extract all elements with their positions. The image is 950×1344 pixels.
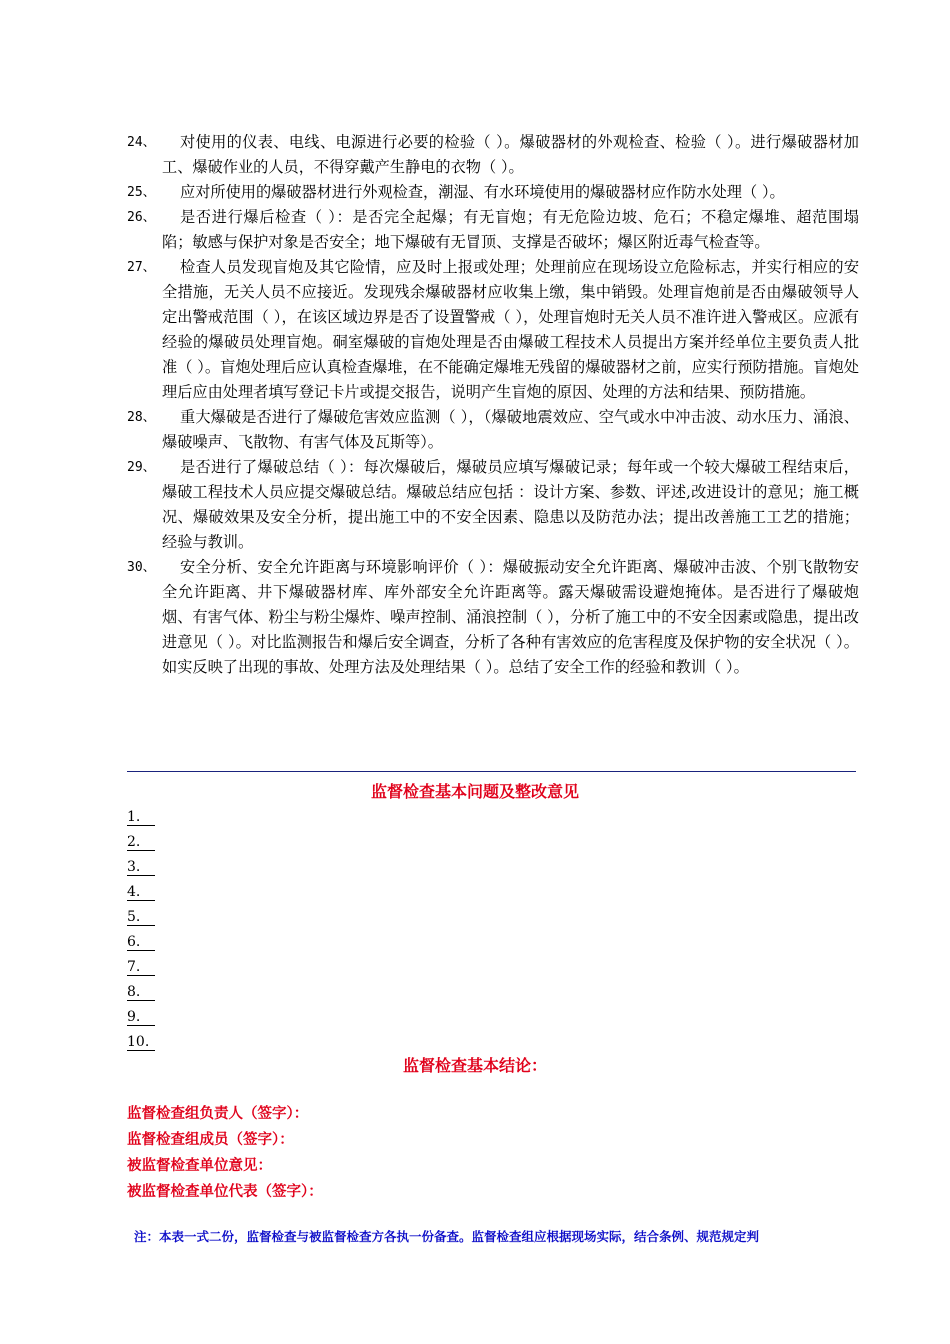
item-text: 是否进行了爆破总结（ ）：每次爆破后，爆破员应填写爆破记录；每年或一个较大爆破工程结束后，爆破工程技术人员应提交爆破总结。爆破总结应包括 ：设计方案、参数、评述,改进设计的意见；施工概况、爆破效果及安全分析，提出施工中的不安全因素、隐患以及防范办法；提出改善施工工艺的措施；经验与教训。 (162, 458, 859, 551)
section-divider (127, 771, 856, 772)
issue-line (127, 905, 155, 930)
item-number: 27、 (127, 260, 156, 275)
signature-block (127, 1101, 323, 1205)
item-number: 24、 (127, 135, 156, 150)
issue-line (127, 980, 155, 1005)
signature-line: 被监督检查单位意见： (127, 1158, 272, 1174)
item-text: 重大爆破是否进行了爆破危害效应监测（ ），（爆破地震效应、空气或水中冲击波、动水压力、涌浪、爆破噪声、飞散物、有害气体及瓦斯等）。 (162, 408, 859, 451)
item-text: 应对所使用的爆破器材进行外观检查，潮湿、有水环境使用的爆破器材应作防水处理（ ）。 (180, 183, 785, 201)
item-number: 26、 (127, 210, 156, 225)
issue-number: 3. (127, 859, 155, 876)
checklist-items (127, 130, 859, 680)
issue-number: 9. (127, 1009, 155, 1026)
checklist-item (127, 555, 859, 680)
issue-number: 8. (127, 984, 155, 1001)
issues-title: 监督检查基本问题及整改意见 (370, 782, 579, 801)
issue-number: 1. (127, 809, 155, 826)
checklist-item (127, 455, 859, 555)
item-number: 25、 (127, 185, 156, 200)
issue-line (127, 955, 155, 980)
signature-line: 监督检查组负责人（签字）： (127, 1106, 309, 1122)
issue-number: 2. (127, 834, 155, 851)
checklist-item (127, 405, 859, 455)
issues-list (127, 805, 155, 1055)
issue-number: 7. (127, 959, 155, 976)
issue-line (127, 930, 155, 955)
issue-line (127, 855, 155, 880)
checklist-item (127, 255, 859, 405)
conclusion-title: 监督检查基本结论： (402, 1056, 547, 1075)
checklist-item (127, 205, 859, 255)
item-text: 对使用的仪表、电线、电源进行必要的检验（ ）。爆破器材的外观检查、检验（ ）。进行爆破器材加工、爆破作业的人员，不得穿戴产生静电的衣物（ ）。 (162, 133, 859, 176)
issue-number: 5. (127, 909, 155, 926)
issue-line (127, 1030, 155, 1055)
item-text: 检查人员发现盲炮及其它险情，应及时上报或处理；处理前应在现场设立危险标志，并实行相应的安全措施，无关人员不应接近。发现残余爆破器材应收集上缴，集中销毁。处理盲炮前是否由爆破领导人定出警戒范围（ ），在该区域边界是否了设置警戒（ ），处理盲炮时无关人员不准许进入警戒区。应派有经验的爆破员处理盲炮。硐室爆破的盲炮处理是否由爆破工程技术人员提出方案并经单位主要负责人批准（ ）。盲炮处理后应认真检查爆堆，在不能确定爆堆无残留的爆破器材之前，应实行预防措施。盲炮处理后应由处理者填写登记卡片或提交报告，说明产生盲炮的原因、处理的方法和结果、预防措施。 (162, 258, 859, 401)
item-text: 是否进行爆后检查（ ）：是否完全起爆；有无盲炮；有无危险边坡、危石；不稳定爆堆、超范围塌陷；敏感与保护对象是否安全；地下爆破有无冒顶、支撑是否破坏；爆区附近毒气检查等。 (162, 208, 859, 251)
issue-line (127, 830, 155, 855)
signature-line: 被监督检查单位代表（签字）： (127, 1184, 323, 1200)
issue-number: 6. (127, 934, 155, 951)
issue-number: 4. (127, 884, 155, 901)
checklist-item (127, 180, 859, 205)
signature-line: 监督检查组成员（签字）： (127, 1132, 294, 1148)
issue-number: 10. (127, 1034, 155, 1051)
checklist-item (127, 130, 859, 180)
item-number: 29、 (127, 460, 156, 475)
issue-line (127, 805, 155, 830)
item-number: 30、 (127, 560, 156, 575)
footer-note: 注：本表一式二份，监督检查与被监督检查方各执一份备查。监督检查组应根据现场实际，结合条例、规范规定判 (134, 1229, 760, 1244)
item-number: 28、 (127, 410, 156, 425)
issue-line (127, 880, 155, 905)
issue-line (127, 1005, 155, 1030)
item-text: 安全分析、安全允许距离与环境影响评价（ ）：爆破振动安全允许距离、爆破冲击波、个别飞散物安全允许距离、井下爆破器材库、库外部安全允许距离等。露天爆破需设避炮掩体。是否进行了爆破炮烟、有害气体、粉尘与粉尘爆炸、噪声控制、涌浪控制（ ），分析了施工中的不安全因素或隐患，提出改进意见（ ）。对比监测报告和爆后安全调查，分析了各种有害效应的危害程度及保护物的安全状况（ ）。如实反映了出现的事故、处理方法及处理结果（ ）。总结了安全工作的经验和教训（ ）。 (162, 558, 859, 676)
